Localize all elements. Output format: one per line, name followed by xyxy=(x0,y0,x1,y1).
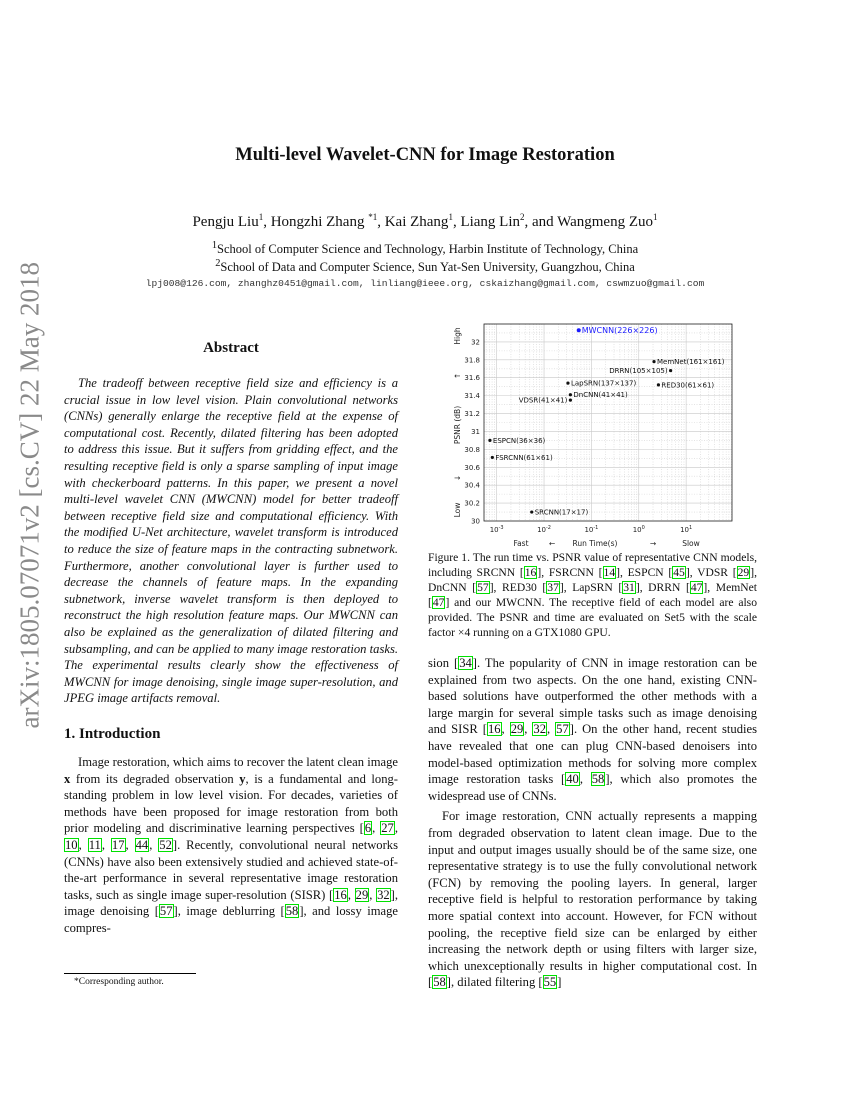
text-run: , xyxy=(394,821,398,836)
affiliation-text: School of Data and Computer Science, Sun Yat-Sen University, Guangzhou, China xyxy=(220,260,635,275)
citation-link[interactable]: 29 xyxy=(737,566,750,579)
figure-caption xyxy=(428,550,757,640)
y-tick-label: 30 xyxy=(471,517,480,526)
text-run: ], LapSRN [ xyxy=(559,581,623,594)
text-run: ], image denoising [ xyxy=(64,887,399,919)
down-arrow-icon: ↓ xyxy=(453,474,462,482)
citation-link[interactable]: 47 xyxy=(432,596,445,609)
y-tick-label: 32 xyxy=(471,338,480,347)
data-point xyxy=(669,369,672,372)
data-point-label: MemNet(161×161) xyxy=(657,358,725,367)
introduction-heading: 1. Introduction xyxy=(64,726,161,742)
text-run: For image restoration, CNN actually represents a mapping from degraded observation to latent clean image. Due to the input and output images usually should be of the same size, one representative strategy is to use the fully convolutional network (FCN) by removing the pooling layers. In general, larger receptive field is helpful to restoration performance by taking more spatial context into account. However, for FCN without pooling, the receptive field size can be enlarged by either increasing the network depth or using filters with larger size, which unexceptionally results in higher computational cost. In [ xyxy=(428,809,757,990)
text-run: ], and lossy image compres- xyxy=(64,904,398,935)
text-run: sion [ xyxy=(428,656,459,670)
author-affiliation-sup: 1 xyxy=(258,212,264,222)
text-run: , xyxy=(125,837,135,852)
data-point xyxy=(569,393,572,396)
footnote: *Corresponding author. xyxy=(74,977,164,987)
text-run: , xyxy=(369,887,377,902)
citation-link[interactable]: 34 xyxy=(459,656,472,670)
citation-link[interactable]: 29 xyxy=(355,887,369,902)
data-point-label: LapSRN(137×137) xyxy=(570,379,637,388)
x-tick-base: 10 xyxy=(632,526,642,534)
paragraph xyxy=(64,375,398,707)
affiliation-sup: 1 xyxy=(211,240,218,251)
text-run: ] xyxy=(557,975,562,990)
text-run: ], DRRN [ xyxy=(635,581,690,594)
text-run: ], MemNet [ xyxy=(428,581,757,609)
x-tick-base: 10 xyxy=(584,526,594,534)
paragraph xyxy=(428,808,757,991)
citation-link[interactable]: 37 xyxy=(547,581,559,594)
text-run: Image restoration, which aims to recover the latent clean image xyxy=(78,755,398,769)
author-list: Pengju Liu$^1$, Hongzhi Zhang $^{*1}$, Kai Zhang$^1$, Liang Lin$^2$, and Wangmeng Zuo$^1$ xyxy=(192,212,658,230)
citation-link[interactable]: 57 xyxy=(477,581,489,594)
data-point-label: ESPCN(36×36) xyxy=(492,436,546,445)
data-point xyxy=(577,328,581,332)
paragraph xyxy=(64,754,398,937)
data-point xyxy=(530,510,533,513)
text-run: ], image deblurring [ xyxy=(173,904,285,919)
y-tick-label: 31.6 xyxy=(464,374,480,383)
citation-link[interactable]: 52 xyxy=(159,837,172,852)
data-point-label: RED30(61×61) xyxy=(661,381,715,390)
y-tick-label: 30.6 xyxy=(464,463,480,472)
data-point xyxy=(491,456,494,459)
text-run: from its degraded observation xyxy=(70,771,240,786)
citation-link[interactable]: 45 xyxy=(673,566,685,579)
x-tick-base: 10 xyxy=(680,526,689,534)
text-run: ], dilated filtering [ xyxy=(446,975,543,990)
author-affiliation-sup: 2 xyxy=(520,212,525,222)
citation-link[interactable]: 14 xyxy=(603,566,616,579)
citation-link[interactable]: 58 xyxy=(285,904,299,919)
x-tick-base: 10 xyxy=(489,526,499,534)
introduction-body xyxy=(64,754,398,937)
citation-link[interactable]: 10 xyxy=(65,837,78,852)
text-run: y xyxy=(239,771,246,786)
data-point xyxy=(652,360,655,363)
text-run: , xyxy=(501,722,510,737)
text-run: ] and our MWCNN. The receptive field of each model are also provided. The PSNR and time are evaluated on Set5 with the scale factor ×4 running on a GTX1080 GPU. xyxy=(428,596,757,639)
citation-link[interactable]: 16 xyxy=(334,887,347,902)
x-tick-exponent: 0 xyxy=(641,525,645,531)
data-point-label: SRCNN(17×17) xyxy=(534,508,589,517)
y-tick-label: 30.8 xyxy=(464,445,480,454)
y-axis-label: PSNR (dB) xyxy=(453,405,462,445)
data-point-label: MWCNN(226×226) xyxy=(581,325,658,335)
right-arrow-icon: → xyxy=(649,539,657,548)
citation-link[interactable]: 6 xyxy=(364,821,372,836)
text-run: ], ESPCN [ xyxy=(616,566,673,579)
author: and Wangmeng Zuo xyxy=(532,214,654,230)
data-point-label: DRRN(105×105) xyxy=(609,367,668,376)
text-run: ], DnCNN [ xyxy=(428,566,757,594)
data-point-label: DnCNN(41×41) xyxy=(573,391,628,400)
x-tick-label xyxy=(633,525,645,534)
citation-link[interactable]: 40 xyxy=(566,772,579,787)
x-tick-exponent: -1 xyxy=(593,525,599,531)
citation-link[interactable]: 55 xyxy=(543,975,557,990)
x-tick-exponent: 1 xyxy=(688,525,693,531)
affiliation-sup: 2 xyxy=(215,258,221,269)
citation-link[interactable]: 58 xyxy=(433,975,446,990)
citation-link[interactable]: 17 xyxy=(111,837,125,852)
x-tick-label xyxy=(490,525,504,534)
text-run: The tradeoff between receptive field size and efficiency is a crucial issue in low level vision. Plain convolutional networks (CNNs) generally enlarge the receptive field at the expense of computational cost. Recently, dilated filtering has been adopted to address this issue. But it suffers from gridding effect, and the resulting receptive field is only a sparse sampling of input image with checkerboard patterns. In this paper, we present a novel multi-level wavelet CNN (MWCNN) model for better tradeoff between receptive field size and computational efficiency. With the modified U-Net architecture, wavelet transform is introduced to reduce the size of feature maps in the contracting subnetwork. Furthermore, another convolutional layer is further used to decrease the channels of feature maps. In the expanding subnetwork, inverse wavelet transform is then deployed to reconstruct the high resolution feature maps. Our MWCNN can also be explained as the generalization of dilated filtering and subsampling, and can be applied to many image restoration tasks. The experimental results clearly show the effectiveness of MWCNN for image denoising, single image super-resolution, and JPEG image artifacts removal. xyxy=(64,376,398,706)
data-point xyxy=(657,383,660,386)
citation-link[interactable]: 57 xyxy=(159,904,173,919)
x-label-fast: Fast xyxy=(513,539,529,548)
x-tick-exponent: -2 xyxy=(545,525,551,531)
text-run: , xyxy=(347,887,355,902)
citation-link[interactable]: 29 xyxy=(510,722,524,737)
text-run: ]. Recently, convolutional neural networks (CNNs) have also been extensively studied and achieved state-of-the-art performance in several representative image restoration tasks, such as single image super-resolution (SISR) [ xyxy=(64,837,398,902)
author: Hongzhi Zhang xyxy=(270,214,369,230)
x-tick-label xyxy=(584,525,598,534)
data-point-label: VDSR(41×41) xyxy=(518,396,568,405)
y-tick-label: 31 xyxy=(471,427,480,436)
left-arrow-icon: ← xyxy=(548,539,556,548)
y-tick-label: 30.2 xyxy=(464,499,480,508)
text-run: , xyxy=(372,821,381,836)
right-column-body xyxy=(428,655,757,991)
citation-link[interactable]: 32 xyxy=(533,722,547,737)
text-run: ], VDSR [ xyxy=(685,566,737,579)
citation-link[interactable]: 11 xyxy=(88,837,101,852)
citation-link[interactable]: 58 xyxy=(591,772,605,787)
affiliation-text: School of Computer Science and Technology, Harbin Institute of Technology, China xyxy=(217,242,639,257)
citation-link[interactable]: 57 xyxy=(556,722,569,737)
x-tick-label xyxy=(537,525,551,534)
paragraph xyxy=(428,655,757,804)
citation-link[interactable]: 31 xyxy=(623,581,635,594)
affiliation-1 xyxy=(0,240,850,257)
text-run: , xyxy=(149,837,159,852)
citation-link[interactable]: 16 xyxy=(524,566,537,579)
y-tick-label: 31.8 xyxy=(464,356,480,365)
citation-link[interactable]: 32 xyxy=(377,887,390,902)
author: Pengju Liu xyxy=(192,214,259,230)
data-point xyxy=(569,399,572,402)
author-affiliation-sup: 1 xyxy=(653,212,658,222)
data-point xyxy=(566,382,569,385)
paper-title: Multi-level Wavelet-CNN for Image Restoration xyxy=(235,145,615,165)
runtime-psnr-chart xyxy=(440,318,760,558)
x-tick-label xyxy=(680,525,692,534)
citation-link[interactable]: 27 xyxy=(381,821,394,836)
footnote-divider xyxy=(64,973,196,974)
abstract-heading: Abstract xyxy=(203,340,259,356)
y-tick-label: 31.2 xyxy=(464,410,480,419)
abstract-body xyxy=(64,375,398,707)
text-run: , is a fundamental and long-standing problem in low level vision. For decades, varieties of methods have been proposed for image restoration from both prior modeling and discriminative learning perspectives [ xyxy=(64,771,398,836)
text-run: , xyxy=(78,837,88,852)
text-run: , xyxy=(579,772,591,787)
x-tick-base: 10 xyxy=(537,526,546,534)
y-label-low: Low xyxy=(453,502,462,518)
text-run: ], FSRCNN [ xyxy=(537,566,603,579)
affiliation-2 xyxy=(0,258,850,275)
data-point-label: FSRCNN(61×61) xyxy=(495,453,553,462)
author-affiliation-sup: 1 xyxy=(448,212,453,222)
up-arrow-icon: ↑ xyxy=(453,372,462,380)
citation-link[interactable]: 44 xyxy=(135,837,149,852)
text-run: x xyxy=(64,771,71,786)
text-run: Figure 1. The run time vs. PSNR value of representative CNN models, including SRCNN [ xyxy=(428,551,757,579)
x-axis-label: Run Time(s) xyxy=(572,539,618,548)
data-point xyxy=(488,439,491,442)
x-label-slow: Slow xyxy=(682,539,700,548)
y-tick-label: 31.4 xyxy=(464,392,480,401)
text-run: , xyxy=(101,837,111,852)
author-affiliation-sup: *1 xyxy=(368,212,378,222)
arxiv-stamp: arXiv:1805.07071v2 [cs.CV] 22 May 2018 xyxy=(14,262,45,729)
text-run: , xyxy=(547,722,556,737)
x-tick-exponent: -3 xyxy=(498,525,504,531)
text-run: ]. On the other hand, recent studies have revealed that one can plug CNN-based denoisers into model-based optimization methods for solving more complex image restoration tasks [ xyxy=(428,722,758,787)
text-run: ]. The popularity of CNN in image restoration can be explained from two aspects. On the one hand, existing CNN-based solutions have outperformed the other methods with a large margin for several simple tasks such as image denoising and SISR [ xyxy=(428,656,757,737)
citation-link[interactable]: 47 xyxy=(690,581,703,594)
author: Liang Lin xyxy=(460,214,521,230)
author: Kai Zhang xyxy=(384,214,449,230)
author-emails: lpj008@126.com, zhanghz0451@gmail.com, linliang@ieee.org, cskaizhang@gmail.com, cswmzuo@gmail.com xyxy=(145,278,705,289)
text-run: ], RED30 [ xyxy=(489,581,547,594)
citation-link[interactable]: 16 xyxy=(487,722,501,737)
text-run: ], which also promotes the widespread use of CNNs. xyxy=(428,772,757,803)
text-run: , xyxy=(524,722,533,737)
y-tick-label: 30.4 xyxy=(464,481,480,490)
y-label-high: High xyxy=(453,327,462,345)
